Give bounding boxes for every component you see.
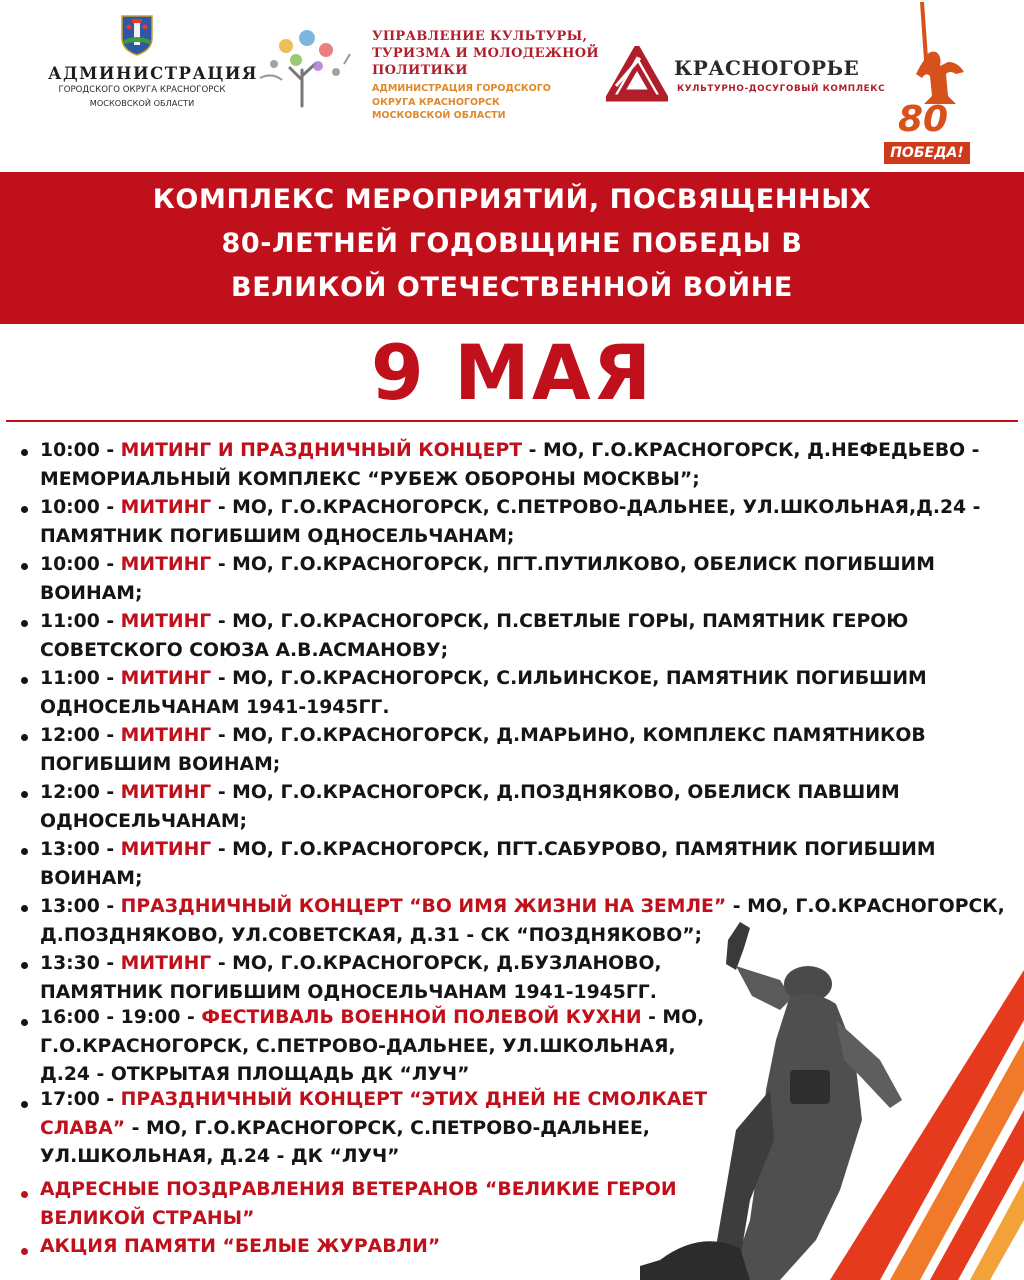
event-title: МИТИНГ	[120, 782, 212, 803]
event-line: ВОИНАМ;	[40, 582, 143, 604]
culture-title-line: ПОЛИТИКИ	[372, 63, 468, 78]
event-line: Д.24 - ОТКРЫТАЯ ПЛОЩАДЬ ДК “ЛУЧ”	[40, 1064, 470, 1085]
banner-line-2: 80-ЛЕТНЕЙ ГОДОВЩИНЕ ПОБЕДЫ В	[221, 228, 803, 259]
bullet-icon	[21, 677, 28, 684]
event-location: - МО, Г.О.КРАСНОГОРСК, Д.ПОЗДНЯКОВО, ОБЕЛИСК ПАВШИМ	[211, 782, 900, 803]
culture-dept-title	[372, 28, 602, 79]
event-location: - МО, Г.О.КРАСНОГОРСК, ПГТ.САБУРОВО, ПАМЯТНИК ПОГИБШИМ	[211, 839, 936, 860]
event-time: 11:00 -	[40, 611, 121, 632]
list-item	[40, 836, 936, 893]
event-title: МИТИНГ	[120, 611, 212, 632]
event-title: ПРАЗДНИЧНЫЙ КОНЦЕРТ “ВО ИМЯ ЖИЗНИ НА ЗЕМЛЕ”	[120, 896, 727, 917]
event-location: - МО, Г.О.КРАСНОГОРСК, Д.БУЗЛАНОВО,	[211, 953, 662, 974]
event-title: ПРАЗДНИЧНЫЙ КОНЦЕРТ “ЭТИХ ДНЕЙ НЕ СМОЛКАЕТ	[120, 1089, 708, 1110]
coat-of-arms-icon	[120, 14, 154, 56]
culture-title-line: ТУРИЗМА И МОЛОДЕЖНОЙ	[372, 46, 599, 61]
event-location: - МО, Г.О.КРАСНОГОРСК, С.ПЕТРОВО-ДАЛЬНЕЕ, УЛ.ШКОЛЬНАЯ,Д.24 -	[211, 497, 981, 518]
event-line	[40, 437, 979, 466]
krasnogorye-subtitle: КУЛЬТУРНО-ДОСУГОВЫЙ КОМПЛЕКС	[677, 84, 886, 94]
event-line	[40, 494, 980, 523]
event-time: 10:00 -	[40, 440, 121, 461]
event-line: УЛ.ШКОЛЬНАЯ, Д.24 - ДК “ЛУЧ”	[40, 1146, 400, 1167]
pobeda-word: ПОБЕДА!	[884, 142, 970, 164]
event-line: ПАМЯТНИК ПОГИБШИМ ОДНОСЕЛЬЧАНАМ 1941-1945ГГ.	[40, 981, 657, 1003]
event-title: МИТИНГ	[120, 953, 212, 974]
event-title: МИТИНГ	[120, 839, 212, 860]
date-title: 9 МАЯ	[370, 328, 654, 417]
event-line	[40, 551, 935, 580]
extra-line: АКЦИЯ ПАМЯТИ “БЕЛЫЕ ЖУРАВЛИ”	[40, 1236, 441, 1257]
bullet-icon	[21, 791, 28, 798]
list-item	[40, 950, 662, 1007]
event-line	[40, 779, 900, 808]
bullet-icon	[21, 905, 28, 912]
extra-line: АДРЕСНЫЕ ПОЗДРАВЛЕНИЯ ВЕТЕРАНОВ “ВЕЛИКИЕ ГЕРОИ	[40, 1179, 677, 1200]
list-item	[40, 437, 979, 494]
divider	[6, 420, 1018, 422]
event-line: ОДНОСЕЛЬЧАНАМ 1941-1945ГГ.	[40, 696, 390, 718]
event-line: ОДНОСЕЛЬЧАНАМ;	[40, 810, 248, 832]
event-location: - МО,	[641, 1007, 705, 1028]
event-line	[40, 1004, 704, 1033]
culture-title-line: УПРАВЛЕНИЕ КУЛЬТУРЫ,	[372, 29, 588, 44]
event-location: - МО, Г.О.КРАСНОГОРСК,	[726, 896, 1005, 917]
event-time: 12:00 -	[40, 725, 121, 746]
event-line	[40, 1086, 707, 1115]
list-item	[40, 551, 935, 608]
event-time: 13:00 -	[40, 839, 121, 860]
bullet-icon	[21, 1019, 28, 1026]
triangle-logo-icon	[606, 46, 668, 102]
bullet-icon	[21, 1191, 28, 1198]
event-title: МИТИНГ	[120, 497, 212, 518]
event-location: - МО, Г.О.КРАСНОГОРСК, Д.МАРЬИНО, КОМПЛЕКС ПАМЯТНИКОВ	[211, 725, 926, 746]
event-title: МИТИНГ	[120, 668, 212, 689]
event-time: 17:00 -	[40, 1089, 121, 1110]
bullet-icon	[21, 848, 28, 855]
list-item	[40, 494, 980, 551]
event-line: Г.О.КРАСНОГОРСК, С.ПЕТРОВО-ДАЛЬНЕЕ, УЛ.ШКОЛЬНАЯ,	[40, 1035, 676, 1057]
bullet-icon	[21, 620, 28, 627]
event-title: МИТИНГ	[120, 554, 212, 575]
banner-line-1: КОМПЛЕКС МЕРОПРИЯТИЙ, ПОСВЯЩЕННЫХ	[152, 184, 872, 215]
bullet-icon	[21, 1101, 28, 1108]
bullet-icon	[21, 962, 28, 969]
banner-line-3: ВЕЛИКОЙ ОТЕЧЕСТВЕННОЙ ВОЙНЕ	[231, 272, 793, 303]
event-line	[40, 1115, 707, 1144]
culture-sub-line: АДМИНИСТРАЦИЯ ГОРОДСКОГО	[372, 83, 551, 94]
event-location: - МО, Г.О.КРАСНОГОРСК, Д.НЕФЕДЬЕВО -	[522, 440, 980, 461]
event-line	[40, 665, 927, 694]
list-item	[40, 779, 900, 836]
event-time: 16:00 - 19:00 -	[40, 1007, 202, 1028]
event-title: ФЕСТИВАЛЬ ВОЕННОЙ ПОЛЕВОЙ КУХНИ	[201, 1007, 642, 1028]
event-location: - МО, Г.О.КРАСНОГОРСК, ПГТ.ПУТИЛКОВО, ОБЕЛИСК ПОГИБШИМ	[211, 554, 935, 575]
list-item	[40, 722, 926, 779]
bullet-icon	[21, 449, 28, 456]
event-line: МЕМОРИАЛЬНЫЙ КОМПЛЕКС “РУБЕЖ ОБОРОНЫ МОСКВЫ”;	[40, 468, 700, 490]
event-line	[40, 608, 908, 637]
event-title: СЛАВА”	[40, 1117, 126, 1139]
event-time: 13:30 -	[40, 953, 121, 974]
event-time: 13:00 -	[40, 896, 121, 917]
admin-subtitle-2: МОСКОВСКОЙ ОБЛАСТИ	[89, 98, 195, 108]
list-item	[40, 665, 927, 722]
culture-sub-line: ОКРУГА КРАСНОГОРСК	[372, 96, 500, 108]
pobeda-number: 80	[897, 99, 949, 140]
event-title: МИТИНГ	[120, 725, 212, 746]
event-line: ПАМЯТНИК ПОГИБШИМ ОДНОСЕЛЬЧАНАМ;	[40, 525, 515, 547]
list-item	[40, 1233, 440, 1262]
krasnogorye-title: КРАСНОГОРЬЕ	[674, 56, 860, 80]
list-item	[40, 1004, 704, 1090]
event-line	[40, 836, 936, 865]
event-line	[40, 893, 1005, 922]
list-item	[40, 1176, 677, 1233]
bullet-icon	[21, 1248, 28, 1255]
event-line: СОВЕТСКОГО СОЮЗА А.В.АСМАНОВУ;	[40, 639, 449, 661]
event-time: 10:00 -	[40, 554, 121, 575]
event-line	[40, 722, 926, 751]
event-line: ПОГИБШИМ ВОИНАМ;	[40, 753, 281, 775]
event-line: ВОИНАМ;	[40, 867, 143, 889]
event-line: Д.ПОЗДНЯКОВО, УЛ.СОВЕТСКАЯ, Д.31 - СК “ПОЗДНЯКОВО”;	[40, 924, 703, 946]
culture-dept-subtitle	[372, 82, 602, 123]
bullet-icon	[21, 563, 28, 570]
admin-subtitle-1: ГОРОДСКОГО ОКРУГА КРАСНОГОРСК	[58, 85, 226, 95]
event-location: - МО, Г.О.КРАСНОГОРСК, С.ИЛЬИНСКОЕ, ПАМЯТНИК ПОГИБШИМ	[211, 668, 927, 689]
event-location: - МО, Г.О.КРАСНОГОРСК, С.ПЕТРОВО-ДАЛЬНЕЕ,	[125, 1117, 650, 1139]
event-title: МИТИНГ И ПРАЗДНИЧНЫЙ КОНЦЕРТ	[120, 440, 523, 461]
list-item	[40, 608, 908, 665]
tree-logo-icon	[252, 24, 354, 108]
culture-sub-line: МОСКОВСКОЙ ОБЛАСТИ	[372, 110, 506, 121]
event-location: - МО, Г.О.КРАСНОГОРСК, П.СВЕТЛЫЕ ГОРЫ, ПАМЯТНИК ГЕРОЮ	[211, 611, 909, 632]
bullet-icon	[21, 506, 28, 513]
bullet-icon	[21, 734, 28, 741]
event-line	[40, 950, 662, 979]
list-item	[40, 1086, 707, 1172]
list-item	[40, 893, 1005, 950]
extra-line: ВЕЛИКОЙ СТРАНЫ”	[40, 1207, 255, 1229]
event-time: 12:00 -	[40, 782, 121, 803]
event-time: 10:00 -	[40, 497, 121, 518]
admin-title: АДМИНИСТРАЦИЯ	[48, 64, 258, 83]
event-time: 11:00 -	[40, 668, 121, 689]
